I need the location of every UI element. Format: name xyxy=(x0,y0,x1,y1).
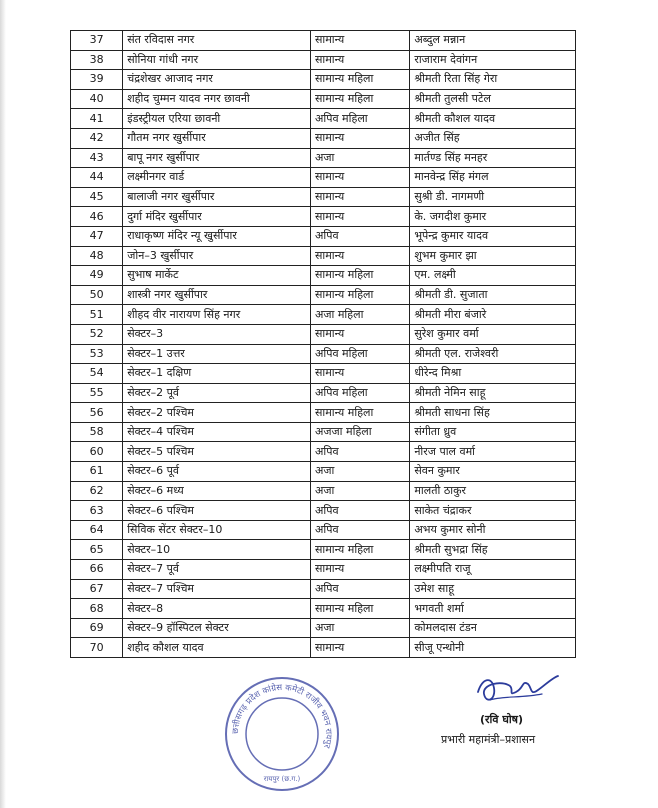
ward-name-cell: सेक्टर–4 पश्चिम xyxy=(123,422,311,442)
ward-number-cell: 44 xyxy=(71,168,123,188)
ward-number-cell: 47 xyxy=(71,226,123,246)
ward-name-cell: सेक्टर–10 xyxy=(123,540,311,560)
ward-name-cell: इंडस्ट्रीयल एरिया छावनी xyxy=(123,109,311,129)
ward-name-cell: दुर्गा मंदिर खुर्सीपार xyxy=(123,207,311,227)
ward-table xyxy=(70,30,576,658)
category-cell: सामान्य महिला xyxy=(310,599,409,619)
candidate-name-cell: एम. लक्ष्मी xyxy=(410,266,576,286)
candidate-name-cell: सुरेश कुमार वर्मा xyxy=(410,324,576,344)
table-row xyxy=(71,560,576,580)
table-row xyxy=(71,109,576,129)
ward-name-cell: राधाकृष्ण मंदिर न्यू खुर्सीपार xyxy=(123,226,311,246)
seal-city: रायपुर (छ.ग.) xyxy=(263,775,301,783)
category-cell: अपिव xyxy=(310,520,409,540)
category-cell: अजा महिला xyxy=(310,305,409,325)
candidate-name-cell: श्रीमती साधना सिंह xyxy=(410,403,576,423)
category-cell: सामान्य महिला xyxy=(310,285,409,305)
ward-name-cell: सेक्टर–7 पश्चिम xyxy=(123,579,311,599)
ward-number-cell: 64 xyxy=(71,520,123,540)
ward-name-cell: सेक्टर–3 xyxy=(123,324,311,344)
ward-number-cell: 51 xyxy=(71,305,123,325)
ward-number-cell: 68 xyxy=(71,599,123,619)
category-cell: अपिव xyxy=(310,226,409,246)
table-row xyxy=(71,501,576,521)
table-row xyxy=(71,403,576,423)
table-row xyxy=(71,540,576,560)
table-row xyxy=(71,285,576,305)
ward-number-cell: 40 xyxy=(71,89,123,109)
candidate-name-cell: श्रीमती कौशल यादव xyxy=(410,109,576,129)
ward-number-cell: 41 xyxy=(71,109,123,129)
candidate-name-cell: नीरज पाल वर्मा xyxy=(410,442,576,462)
ward-name-cell: सुभाष मार्केट xyxy=(123,266,311,286)
table-row xyxy=(71,481,576,501)
candidate-name-cell: उमेश साहू xyxy=(410,579,576,599)
candidate-name-cell: मालती ठाकुर xyxy=(410,481,576,501)
candidate-name-cell: धीरेन्द मिश्रा xyxy=(410,364,576,384)
category-cell: अपिव xyxy=(310,501,409,521)
ward-name-cell: सेक्टर–7 पूर्व xyxy=(123,560,311,580)
ward-name-cell: सोनिया गांधी नगर xyxy=(123,50,311,70)
table-row xyxy=(71,207,576,227)
ward-name-cell: गौतम नगर खुर्सीपार xyxy=(123,128,311,148)
signature xyxy=(472,670,562,710)
category-cell: अपिव महिला xyxy=(310,109,409,129)
ward-name-cell: लक्ष्मीनगर वार्ड xyxy=(123,168,311,188)
candidate-name-cell: अभय कुमार सोनी xyxy=(410,520,576,540)
table-row xyxy=(71,128,576,148)
table-row xyxy=(71,187,576,207)
candidate-name-cell: संगीता ध्रुव xyxy=(410,422,576,442)
table-row xyxy=(71,70,576,90)
table-row xyxy=(71,226,576,246)
ward-number-cell: 65 xyxy=(71,540,123,560)
category-cell: अजजा महिला xyxy=(310,422,409,442)
table-row xyxy=(71,246,576,266)
ward-number-cell: 70 xyxy=(71,638,123,658)
table-row xyxy=(71,266,576,286)
ward-number-cell: 46 xyxy=(71,207,123,227)
category-cell: अजा xyxy=(310,148,409,168)
ward-number-cell: 60 xyxy=(71,442,123,462)
table-row xyxy=(71,364,576,384)
ward-number-cell: 53 xyxy=(71,344,123,364)
ward-number-cell: 49 xyxy=(71,266,123,286)
table-row xyxy=(71,520,576,540)
category-cell: सामान्य महिला xyxy=(310,70,409,90)
table-row xyxy=(71,324,576,344)
candidate-name-cell: अब्दुल मन्नान xyxy=(410,31,576,51)
ward-number-cell: 58 xyxy=(71,422,123,442)
ward-name-cell: बापू नगर खुर्सीपार xyxy=(123,148,311,168)
seal-ring-text: छत्तीसगढ़ प्रदेश कांग्रेस कमेटी राजीव भवन रायपुर xyxy=(230,682,334,750)
category-cell: सामान्य xyxy=(310,560,409,580)
candidate-name-cell: साकेत चंद्राकर xyxy=(410,501,576,521)
ward-number-cell: 43 xyxy=(71,148,123,168)
category-cell: अजा xyxy=(310,462,409,482)
ward-name-cell: बालाजी नगर खुर्सीपार xyxy=(123,187,311,207)
table-row xyxy=(71,462,576,482)
category-cell: सामान्य xyxy=(310,207,409,227)
candidate-name-cell: सेवन कुमार xyxy=(410,462,576,482)
table-row xyxy=(71,383,576,403)
candidate-name-cell: के. जगदीश कुमार xyxy=(410,207,576,227)
category-cell: अपिव xyxy=(310,442,409,462)
category-cell: सामान्य महिला xyxy=(310,403,409,423)
ward-number-cell: 39 xyxy=(71,70,123,90)
congress-committee-seal xyxy=(223,675,341,793)
ward-number-cell: 54 xyxy=(71,364,123,384)
table-row xyxy=(71,31,576,51)
ward-name-cell: शहीद चुम्मन यादव नगर छावनी xyxy=(123,89,311,109)
category-cell: अपिव xyxy=(310,579,409,599)
table-row xyxy=(71,638,576,658)
candidate-name-cell: सीजू एन्थोनी xyxy=(410,638,576,658)
ward-name-cell: सेक्टर–6 पूर्व xyxy=(123,462,311,482)
category-cell: सामान्य xyxy=(310,364,409,384)
ward-number-cell: 69 xyxy=(71,618,123,638)
category-cell: सामान्य xyxy=(310,31,409,51)
ward-name-cell: सेक्टर–1 उत्तर xyxy=(123,344,311,364)
category-cell: सामान्य महिला xyxy=(310,540,409,560)
category-cell: अजा xyxy=(310,481,409,501)
ward-name-cell: चंद्रशेखर आजाद नगर xyxy=(123,70,311,90)
ward-number-cell: 50 xyxy=(71,285,123,305)
ward-number-cell: 66 xyxy=(71,560,123,580)
ward-name-cell: सेक्टर–6 मध्य xyxy=(123,481,311,501)
ward-number-cell: 42 xyxy=(71,128,123,148)
signer-name: (रवि घोष) xyxy=(480,713,524,726)
signer-title: प्रभारी महामंत्री–प्रशासन xyxy=(441,733,536,746)
ward-name-cell: सेक्टर–6 पश्चिम xyxy=(123,501,311,521)
category-cell: सामान्य xyxy=(310,50,409,70)
table-row xyxy=(71,50,576,70)
ward-name-cell: शीहद वीर नारायण सिंह नगर xyxy=(123,305,311,325)
candidate-name-cell: श्रीमती तुलसी पटेल xyxy=(410,89,576,109)
ward-name-cell: शहीद कौशल यादव xyxy=(123,638,311,658)
candidate-name-cell: श्रीमती डी. सुजाता xyxy=(410,285,576,305)
candidate-name-cell: राजाराम देवांगन xyxy=(410,50,576,70)
candidate-name-cell: शुभम कुमार झा xyxy=(410,246,576,266)
ward-name-cell: सेक्टर–1 दक्षिण xyxy=(123,364,311,384)
ward-number-cell: 56 xyxy=(71,403,123,423)
candidate-name-cell: भगवती शर्मा xyxy=(410,599,576,619)
candidate-name-cell: श्रीमती रिता सिंह गेरा xyxy=(410,70,576,90)
candidate-name-cell: कोमलदास टंडन xyxy=(410,618,576,638)
ward-table-body xyxy=(71,31,576,658)
ward-name-cell: सेक्टर–2 पश्चिम xyxy=(123,403,311,423)
category-cell: सामान्य xyxy=(310,324,409,344)
table-row xyxy=(71,422,576,442)
table-row xyxy=(71,148,576,168)
category-cell: अपिव महिला xyxy=(310,344,409,364)
category-cell: सामान्य महिला xyxy=(310,266,409,286)
candidate-name-cell: श्रीमती नेमिन साहू xyxy=(410,383,576,403)
candidate-name-cell: श्रीमती मीरा बंजारे xyxy=(410,305,576,325)
candidate-name-cell: श्रीमती सुभद्रा सिंह xyxy=(410,540,576,560)
ward-number-cell: 67 xyxy=(71,579,123,599)
ward-name-cell: सेक्टर–8 xyxy=(123,599,311,619)
category-cell: सामान्य महिला xyxy=(310,89,409,109)
ward-number-cell: 38 xyxy=(71,50,123,70)
candidate-name-cell: लक्ष्मीपति राजू xyxy=(410,560,576,580)
table-row xyxy=(71,89,576,109)
category-cell: सामान्य xyxy=(310,128,409,148)
ward-name-cell: जोन–3 खुर्सीपार xyxy=(123,246,311,266)
ward-number-cell: 45 xyxy=(71,187,123,207)
ward-number-cell: 55 xyxy=(71,383,123,403)
table-row xyxy=(71,579,576,599)
ward-number-cell: 52 xyxy=(71,324,123,344)
ward-number-cell: 62 xyxy=(71,481,123,501)
ward-number-cell: 61 xyxy=(71,462,123,482)
table-row xyxy=(71,618,576,638)
candidate-name-cell: अजीत सिंह xyxy=(410,128,576,148)
category-cell: सामान्य xyxy=(310,246,409,266)
ward-name-cell: सेक्टर–2 पूर्व xyxy=(123,383,311,403)
ward-name-cell: संत रविदास नगर xyxy=(123,31,311,51)
ward-name-cell: शास्त्री नगर खुर्सीपार xyxy=(123,285,311,305)
table-row xyxy=(71,599,576,619)
category-cell: सामान्य xyxy=(310,187,409,207)
table-row xyxy=(71,168,576,188)
category-cell: अपिव महिला xyxy=(310,383,409,403)
category-cell: अजा xyxy=(310,618,409,638)
ward-name-cell: सिविक सेंटर सेक्टर–10 xyxy=(123,520,311,540)
candidate-name-cell: मार्तण्ड सिंह मनहर xyxy=(410,148,576,168)
category-cell: सामान्य xyxy=(310,638,409,658)
table-row xyxy=(71,344,576,364)
candidate-name-cell: श्रीमती एल. राजेश्वरी xyxy=(410,344,576,364)
candidate-name-cell: भूपेन्द्र कुमार यादव xyxy=(410,226,576,246)
page-edge xyxy=(0,0,6,808)
category-cell: सामान्य xyxy=(310,168,409,188)
ward-name-cell: सेक्टर–9 हॉस्पिटल सेक्टर xyxy=(123,618,311,638)
table-row xyxy=(71,442,576,462)
candidate-name-cell: सुश्री डी. नागमणी xyxy=(410,187,576,207)
ward-name-cell: सेक्टर–5 पश्चिम xyxy=(123,442,311,462)
candidate-name-cell: मानवेन्द्र सिंह मंगल xyxy=(410,168,576,188)
ward-number-cell: 48 xyxy=(71,246,123,266)
ward-number-cell: 37 xyxy=(71,31,123,51)
table-row xyxy=(71,305,576,325)
ward-number-cell: 63 xyxy=(71,501,123,521)
